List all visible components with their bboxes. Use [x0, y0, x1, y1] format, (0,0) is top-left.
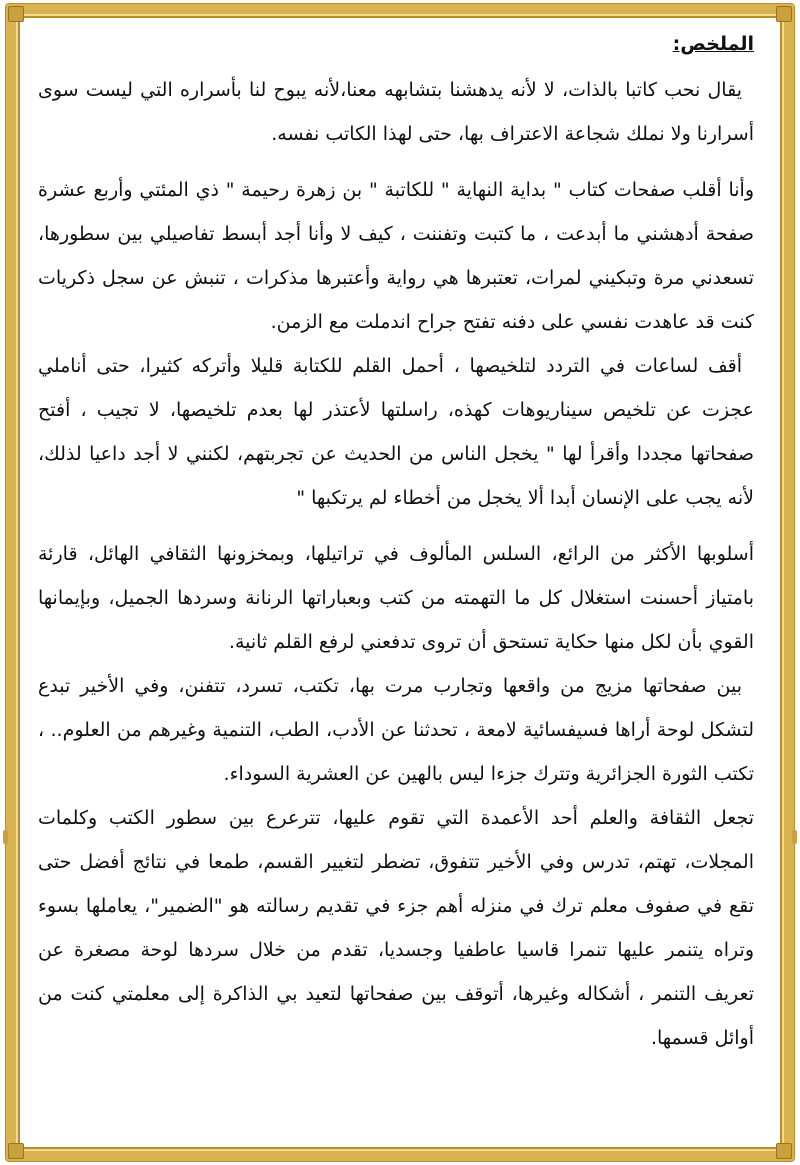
paragraph-hesitation: أقف لساعات في التردد لتلخيصها ، أحمل القلم للكتابة قليلا وأتركه كثيرا، حتى أناملي عجزت عن تلخيص سيناريوهات كهذه، راسلتها لأعتذر لها بعدم تلخيصها، لا تجيب ، أفتح صفحاتها مجددا وأقرأ لها " يخجل الناس من الحديث عن تجربتهم، لكنني لا أجد داعيا لذلك، لأنه يجب على الإنسان أبدا ألا يخجل من أخطاء لم يرتكبها ": [38, 355, 754, 509]
frame-corner-ornament: [8, 6, 24, 22]
paragraph-bullying: تجعل الثقافة والعلم أحد الأعمدة التي تقوم عليها، تترعرع بين سطور الكتب وكلمات المجلات، تهتم، تدرس وفي الأخير تتفوق، تضطر لتغيير القسم، طمعا في نتائج أفضل حتى تقع في صفوف معلم ترك في منزله أهم جزء في تقديم رسالته هو "الضمير"، يعاملها بسوء وتراه يتنمر عليها تنمرا قاسيا عاطفيا وجسديا، تقدم من خلال سردها لوحة مصغرة عن تعريف التنمر ، أشكاله وغيرها، أتوقف بين صفحاتها لتعيد بي الذاكرة إلى معلمتي كنت من أوائل قسمها.: [38, 807, 754, 1049]
frame-corner-ornament: [8, 1143, 24, 1159]
paragraph-intro: يقال نحب كاتبا بالذات، لا لأنه يدهشنا بتشابهه معنا،لأنه يبوح لنا بأسراره التي ليست سوى أسرارنا ولا نملك شجاعة الاعتراف بها، حتى لهذا الكاتب نفسه.: [38, 79, 754, 145]
frame-corner-ornament: [776, 6, 792, 22]
frame-bead-ornament: [3, 830, 8, 844]
paragraph-mosaic: بين صفحاتها مزيج من واقعها وتجارب مرت بها، تكتب، تسرد، تتفنن، وفي الأخير تبدع لتشكل لوحة أراها فسيفسائية لامعة ، تحدثنا عن الأدب، الطب، التنمية وغيرهم من العلوم.. ، تكتب الثورة الجزائرية وتترك جزءا ليس بالهين عن العشرية السوداء.: [38, 675, 754, 785]
summary-heading: الملخص:: [672, 33, 754, 55]
paragraph-style: أسلوبها الأكثر من الرائع، السلس المألوف في تراتيلها، وبمخزونها الثقافي الهائل، قارئة بامتياز أحسنت استغلال كل ما التهمته من كتب وبعباراتها الرنانة وسردها الجميل، وبإيمانها القوي بأن لكل منها حكاية تستحق أن تروى تدفعني لرفع القلم ثانية.: [38, 543, 754, 653]
paragraph-book-reading: وأنا أقلب صفحات كتاب " بداية النهاية " للكاتبة " بن زهرة رحيمة " ذي المئتي وأربع عشرة صفحة أدهشني ما أبدعت ، ما كتبت وتفننت ، كيف لا وأنا أجد أبسط تفاصيلي بين سطورها، تسعدني مرة وتبكيني لمرات، تعتبرها هي رواية وأعتبرها مذكرات ، تنبش عن سجل ذكريات كنت قد عاهدت نفسي على دفنه تفتح جراح اندملت مع الزمن.: [38, 179, 754, 333]
frame-bead-ornament: [792, 830, 797, 844]
frame-corner-ornament: [776, 1143, 792, 1159]
summary-text-body: [38, 26, 754, 1139]
